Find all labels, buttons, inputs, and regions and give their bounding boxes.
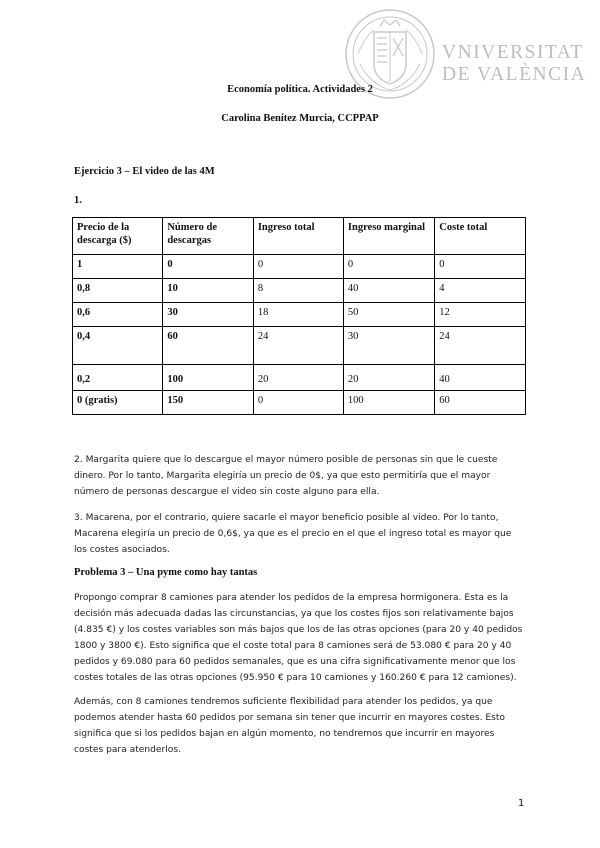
table-cell: 20	[343, 365, 434, 391]
table-cell: 30	[343, 327, 434, 365]
table-header-cell: Ingreso marginal	[343, 218, 434, 255]
table-cell: 100	[163, 365, 253, 391]
table-cell: 12	[435, 303, 526, 327]
problem-heading: Problema 3 – Una pyme como hay tantas	[74, 567, 258, 578]
exercise-heading: Ejercicio 3 – El video de las 4M	[74, 166, 215, 177]
table-row	[73, 391, 526, 415]
table-cell: 50	[343, 303, 434, 327]
answer-3-paragraph: 3. Macarena, por el contrario, quiere sacarle el mayor beneficio posible al video. Por lo tanto, Macarena elegiría un precio de 0,6$, ya que es el precio en el que el ingreso total es mayor que los costes asociados.	[74, 513, 512, 555]
table-header-cell: Ingreso total	[253, 218, 343, 255]
table-cell: 0,8	[73, 279, 163, 303]
table-cell: 0	[163, 255, 253, 279]
table-cell: 24	[253, 327, 343, 365]
table-row	[73, 255, 526, 279]
table-row	[73, 365, 526, 391]
item-number: 1.	[74, 195, 82, 206]
demand-table	[72, 217, 526, 415]
table-header-row	[73, 218, 526, 255]
table-header-cell: Coste total	[435, 218, 526, 255]
document-author: Carolina Benítez Murcia, CCPPAP	[221, 113, 379, 124]
table-cell: 8	[253, 279, 343, 303]
table-cell: 0,2	[73, 365, 163, 391]
table-cell: 4	[435, 279, 526, 303]
answer-2-paragraph: 2. Margarita quiere que lo descargue el mayor número posible de personas sin que le cueste dinero. Por lo tanto, Margarita elegiría un precio de 0$, ya que esto permitiría que el mayor número de personas descargue el video sin coste alguno para ella.	[74, 455, 498, 497]
table-cell: 20	[253, 365, 343, 391]
table-cell: 10	[163, 279, 253, 303]
table-cell: 0 (gratis)	[73, 391, 163, 415]
table-cell: 0	[253, 391, 343, 415]
table-cell: 30	[163, 303, 253, 327]
table-cell: 0,6	[73, 303, 163, 327]
table-cell: 24	[435, 327, 526, 365]
table-row	[73, 327, 526, 365]
page-number: 1	[518, 798, 525, 809]
university-name-logo: VNIVERSITAT DE VALÈNCIA	[442, 42, 587, 85]
table-cell: 0	[343, 255, 434, 279]
document-title: Economía política. Actividades 2	[227, 84, 373, 95]
table-cell: 0,4	[73, 327, 163, 365]
table-cell: 18	[253, 303, 343, 327]
table-row	[73, 279, 526, 303]
table-cell: 60	[435, 391, 526, 415]
table-cell: 100	[343, 391, 434, 415]
table-cell: 0	[253, 255, 343, 279]
table-row	[73, 303, 526, 327]
table-cell: 150	[163, 391, 253, 415]
table-cell: 60	[163, 327, 253, 365]
table-cell: 0	[435, 255, 526, 279]
table-cell: 1	[73, 255, 163, 279]
table-cell: 40	[435, 365, 526, 391]
table-header-cell: Precio de la descarga ($)	[73, 218, 163, 255]
problem-paragraph-1: Propongo comprar 8 camiones para atender los pedidos de la empresa hormigonera. Esta es la decisión más adecuada dadas las circunstancias, ya que los costes fijos son relativamente bajos (4.835 €) y los costes variables son más bajos que los de las otras opciones (para 20 y 40 pedidos 1800 y 3800 €). Esto significa que el coste total para 8 camiones será de 53.080 € para 20 y 40 pedidos y 69.080 para 60 pedidos semanales, que es una cifra significativamente menor que los costes totales de las otras opciones (95.950 € para 10 camiones y 160.260 € para 12 camiones).	[74, 593, 523, 683]
table-cell: 40	[343, 279, 434, 303]
problem-paragraph-2: Además, con 8 camiones tendremos suficiente flexibilidad para atender los pedidos, ya que podemos atender hasta 60 pedidos por semana sin tener que incurrir en mayores costes. Esto significa que si los pedidos bajan en algún momento, no tendremos que incurrir en mayores costes para atenderlos.	[74, 697, 505, 755]
table-header-cell: Número de descargas	[163, 218, 253, 255]
